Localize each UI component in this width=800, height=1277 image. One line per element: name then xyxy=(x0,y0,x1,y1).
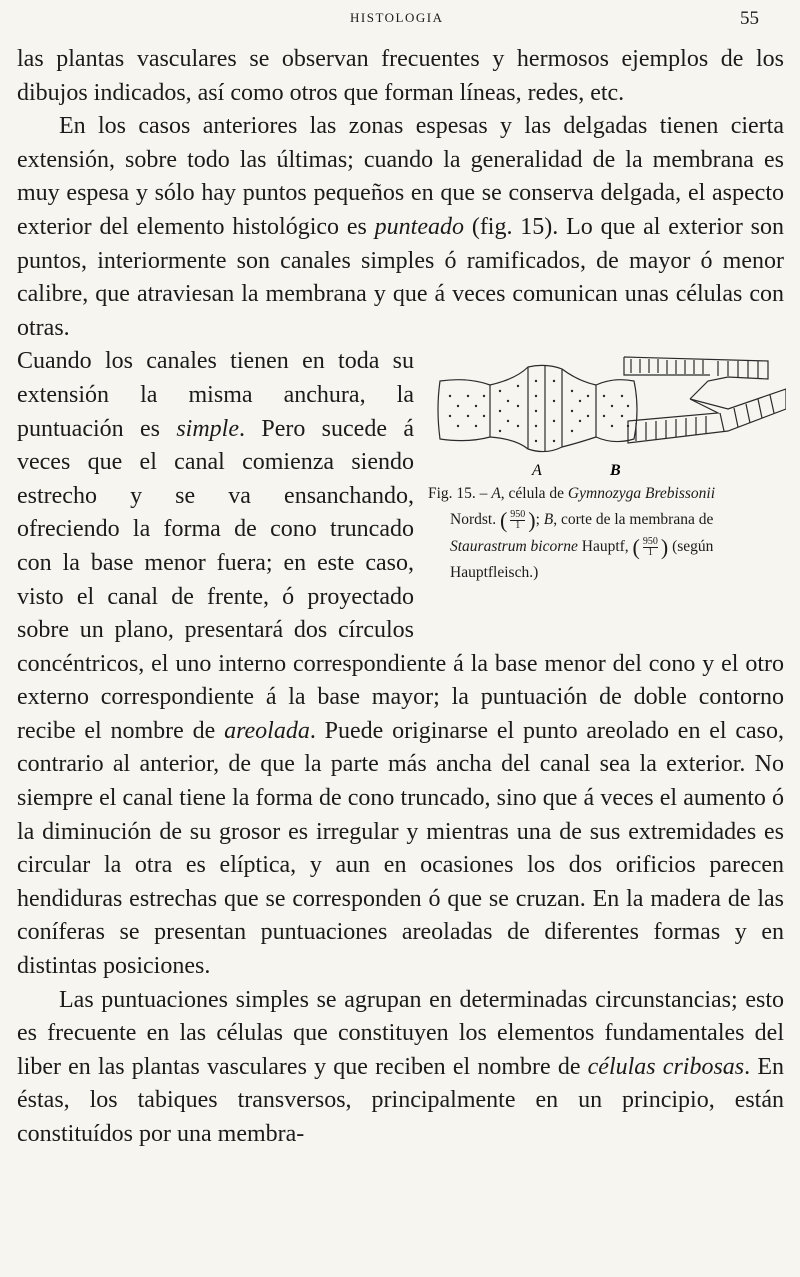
caption-line-4 xyxy=(428,560,788,586)
fraction-1-denominator: 1 xyxy=(515,520,521,532)
term-simple: simple xyxy=(176,415,239,442)
caption-species-2: Staurastrum bicorne xyxy=(450,537,578,555)
magnification-fraction-1 xyxy=(507,510,528,531)
figure-a-pores xyxy=(449,380,629,442)
paragraph-2-text-b: (fig. 15). Lo que al exterior son puntos, interiormente son canales simples ó ramificados, de mayor ó menor calibre, que atraviesan la membrana y que á veces comunican unas células con otras. xyxy=(17,213,784,341)
caption-text-5: Hauptf, xyxy=(577,537,629,555)
caption-text-4: , corte de la membrana de xyxy=(553,511,714,529)
caption-text-1: , célula de xyxy=(500,485,568,503)
figure-a-cell-drawing xyxy=(438,365,637,452)
paragraph-4 xyxy=(17,984,784,1152)
figure-15-caption xyxy=(428,481,788,586)
fraction-2-numerator: 950 xyxy=(642,535,658,547)
figure-label-b: B xyxy=(610,462,621,480)
paragraph-4-text-a: Las puntuaciones simples se agrupan en determinadas circunstancias; esto es frecuente en las células que constituyen los elementos fundamentales del liber en las plantas vasculares y que reciben el nombre de xyxy=(17,986,784,1080)
close-paren-1: ) xyxy=(528,507,536,533)
caption-text-2: Nordst. xyxy=(450,511,497,529)
paragraph-4-text-b: . En éstas, los tabiques transversos, principalmente en un principio, están constituídos por una membra- xyxy=(17,1053,784,1147)
paragraph-1 xyxy=(17,43,784,110)
figure-15 xyxy=(428,351,786,621)
page-number: 55 xyxy=(740,8,759,29)
term-punteado: punteado xyxy=(374,213,464,240)
paragraph-2-text-a: En los casos anteriores las zonas espesas y las delgadas tienen cierta extensión, sobre todo las últimas; cuando la generalidad de la membrana es muy espesa y sólo hay puntos pequeños en que se conserva delgada, el aspecto exterior del elemento histológico es xyxy=(17,113,784,240)
fraction-2-denominator: 1 xyxy=(647,546,653,558)
body-text xyxy=(17,43,784,1152)
figure-b-membrane-drawing xyxy=(624,357,786,443)
paragraph-3-text-b: . Pero sucede á veces que el canal comienza siendo estrecho y se va ensanchando, ofreciendo la forma de cono truncado con la base menor fuera; en este caso, visto el canal de frente, ó proyectado sobre un plano, presentará dos círculos concéntricos, el uno interno correspondiente á la base menor del cono y el otro externo correspondiente á la base mayor; la puntuación de doble contorno recibe el nombre de xyxy=(17,415,784,744)
paragraph-3-text-c: . Puede originarse el punto areolado en el caso, contrario al anterior, de que la parte más ancha del canal sea la exterior. No siempre el canal tiene la forma de cono truncado, sino que á veces el aumento ó la diminución de su grosor es irregular y mientras una de sus extremidades es circular la otra es elíptica, y aun en ocasiones los dos orificios parecen hendiduras estrechas que se corresponden ó que se cruzan. En la madera de las coníferas se presentan puntuaciones areoladas de diferentes formas y en distintas posiciones. xyxy=(17,717,784,980)
open-paren-1: ( xyxy=(499,507,508,533)
paragraph-2 xyxy=(17,110,784,345)
caption-text-6: (según xyxy=(668,537,714,555)
caption-text-7: Hauptfleisch.) xyxy=(450,564,539,582)
caption-line-2 xyxy=(428,507,788,533)
caption-label-b: B xyxy=(543,511,554,529)
magnification-fraction-2 xyxy=(640,537,661,558)
page-header xyxy=(0,8,800,30)
caption-line-3 xyxy=(428,534,788,560)
caption-text-3: ; xyxy=(535,511,544,529)
running-head: HISTOLOGIA xyxy=(350,10,444,25)
caption-label-a: A xyxy=(491,485,501,503)
term-areolada: areolada xyxy=(224,717,310,744)
figure-label-a: A xyxy=(532,462,542,480)
caption-number: Fig. 15. – xyxy=(428,485,492,503)
figure-15-illustration xyxy=(428,351,786,481)
close-paren-2: ) xyxy=(660,534,669,560)
fraction-1-numerator: 950 xyxy=(510,509,526,521)
term-celulas-cribosas: células cribosas xyxy=(587,1053,745,1080)
caption-species-1: Gymnozyga Brebissonii xyxy=(567,485,716,503)
open-paren-2: ( xyxy=(632,534,640,560)
paragraph-1-text: las plantas vasculares se observan frecuentes y hermosos ejemplos de los dibujos indicados, así como otros que forman líneas, redes, etc. xyxy=(17,46,784,106)
paragraph-3-text-a: Cuando los canales tienen en toda su extensión la misma anchura, la puntuación es xyxy=(17,348,414,442)
